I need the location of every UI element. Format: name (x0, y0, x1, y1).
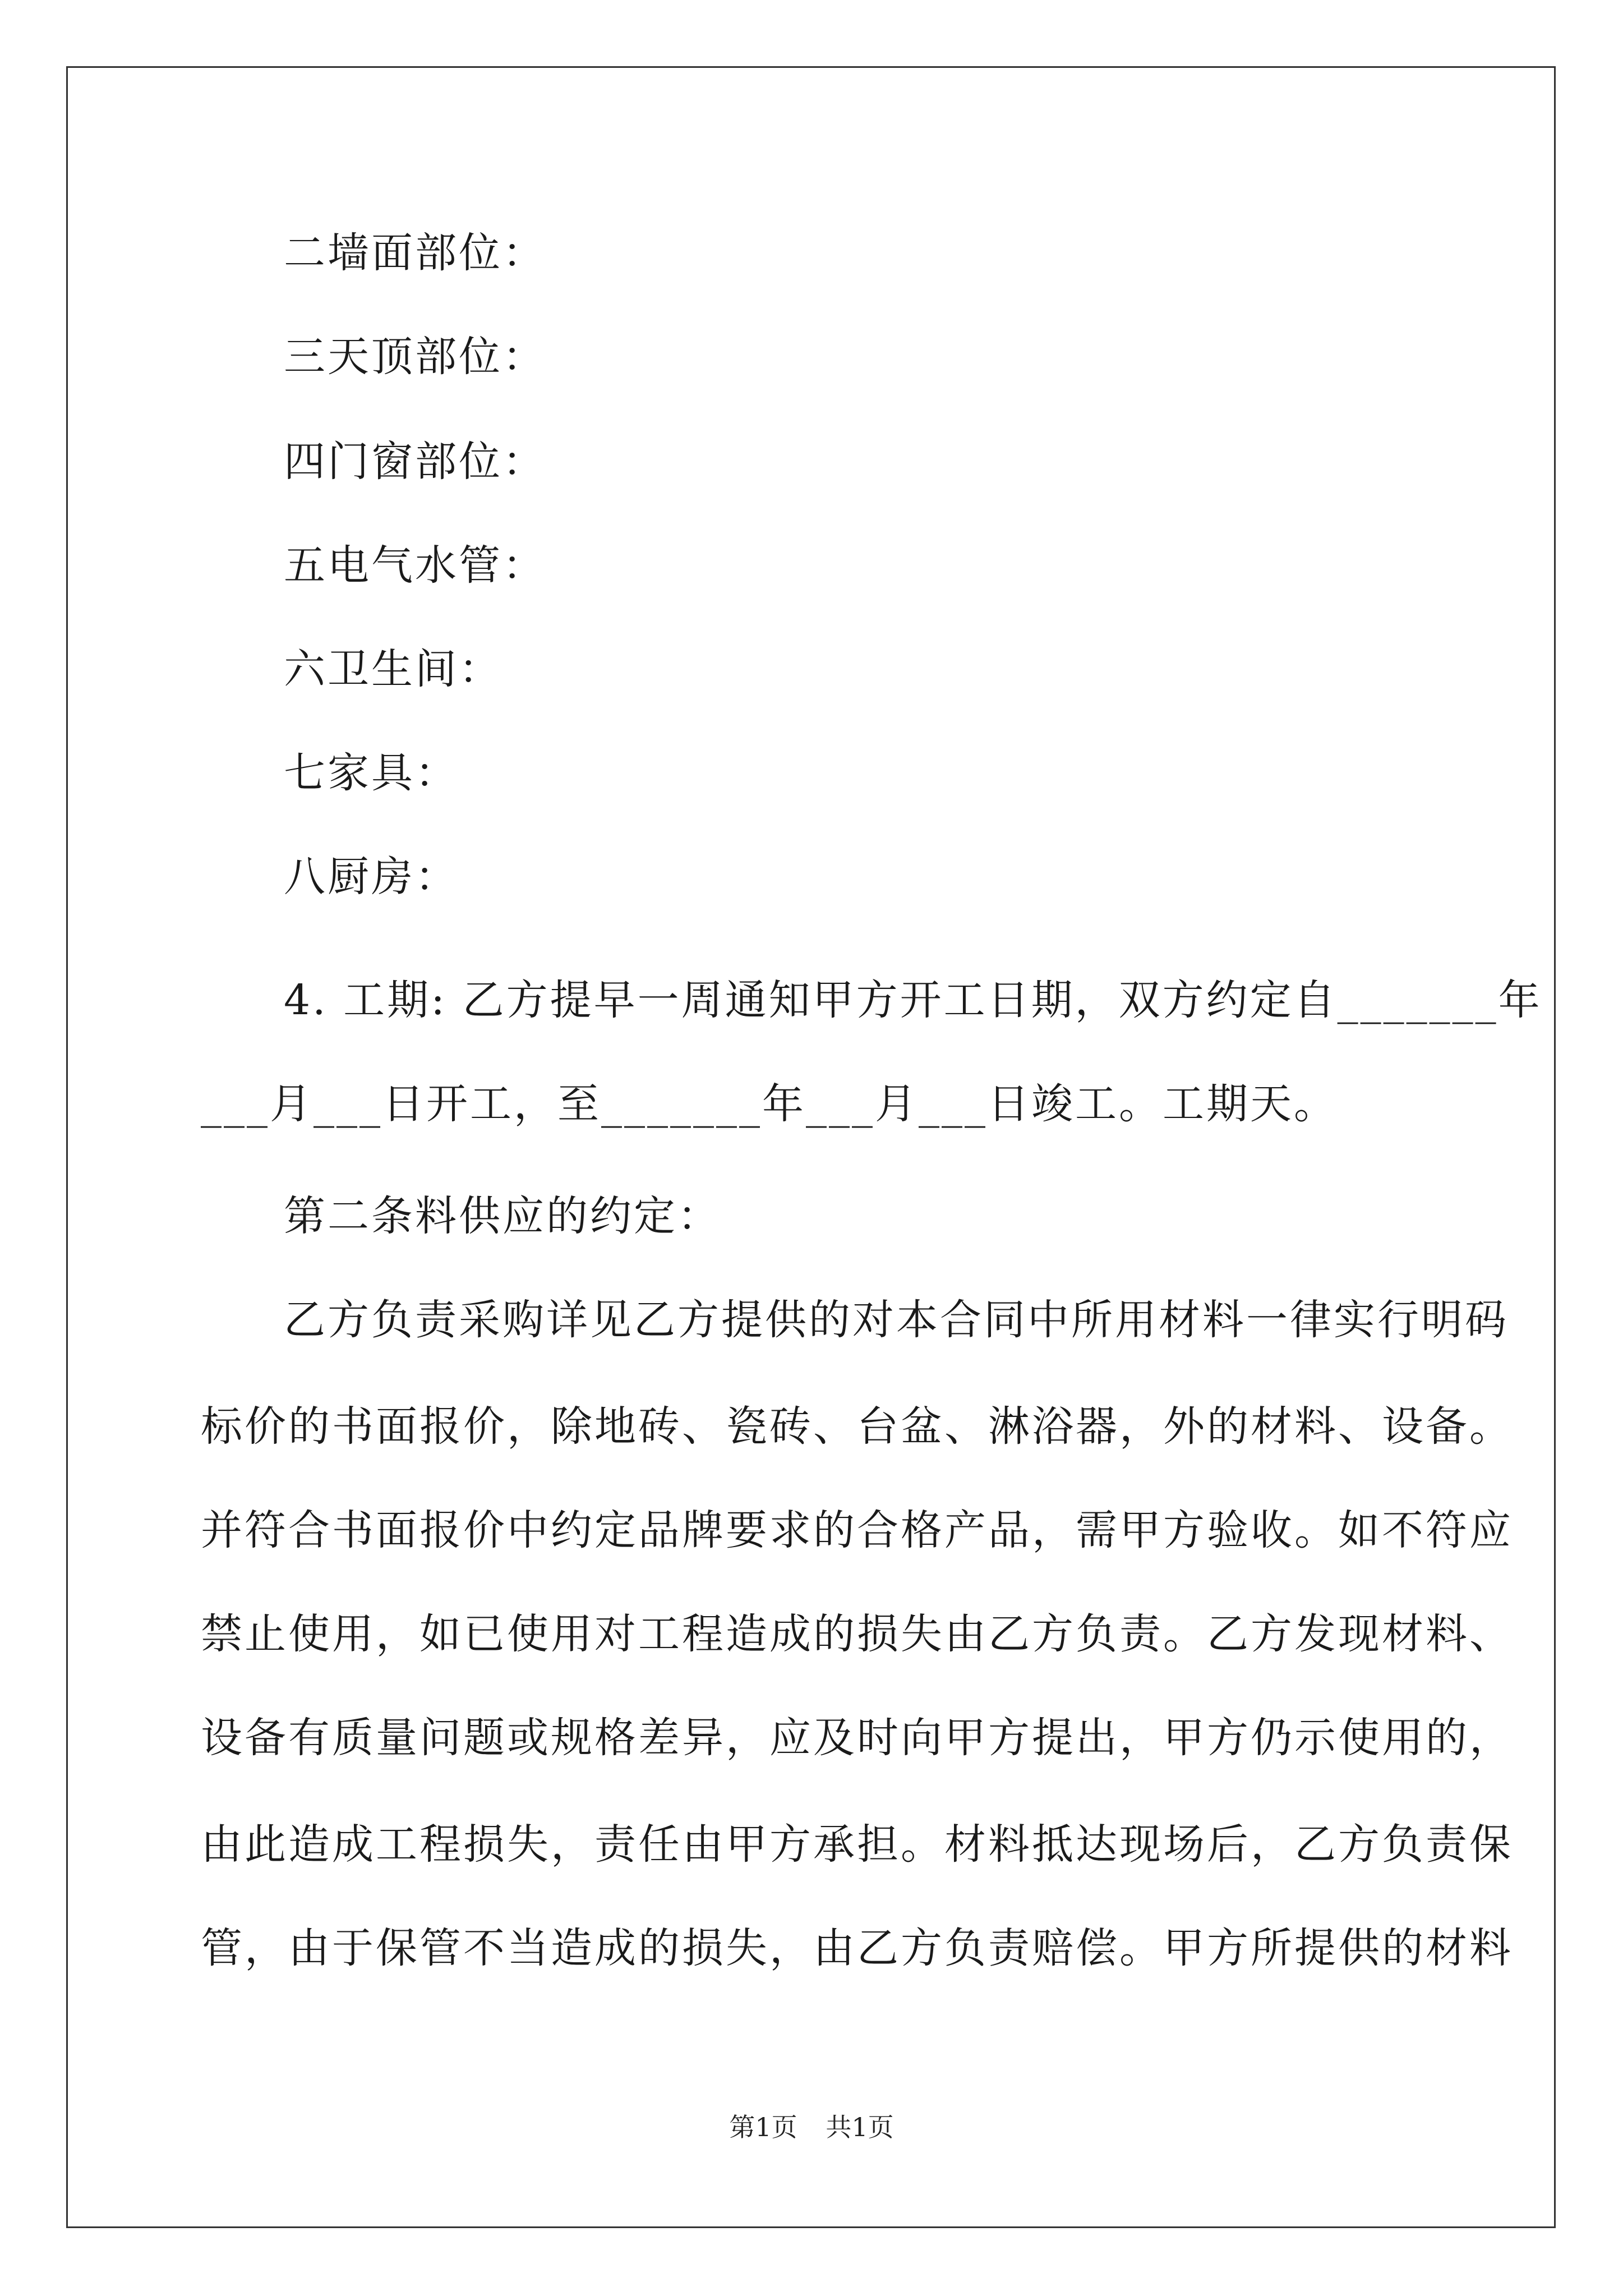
page-number: 第1页 (729, 2112, 797, 2142)
article-2-line: 乙方负责采购详见乙方提供的对本合同中所用材料一律实行明码 (284, 1296, 1509, 1344)
article-2-line: 标价的书面报价，除地砖、瓷砖、台盆、淋浴器，外的材料、设备。 (201, 1402, 1513, 1451)
page-footer (0, 2110, 1623, 2144)
article-2-line: 设备有质量问题或规格差异，应及时向甲方提出，甲方仍示使用的， (201, 1714, 1513, 1762)
article-2-line: 管，由于保管不当造成的损失，由乙方负责赔偿。甲方所提供的材料 (201, 1924, 1513, 1972)
schedule-line-1: 4. 工期: 乙方提早一周通知甲方开工日期，双方约定自_______年 (284, 976, 1542, 1024)
item-doors-windows: 四门窗部位： (284, 438, 546, 486)
item-wall: 二墙面部位： (284, 229, 546, 277)
item-ceiling: 三天顶部位： (284, 333, 546, 381)
item-electrical-plumbing: 五电气水管： (284, 541, 546, 590)
article-2-heading: 第二条料供应的约定： (284, 1192, 721, 1240)
article-2-line: 并符合书面报价中约定品牌要求的合格产品，需甲方验收。如不符应 (201, 1506, 1513, 1554)
article-2-line: 由此造成工程损失，责任由甲方承担。材料抵达现场后，乙方负责保 (201, 1820, 1513, 1869)
page-border (66, 66, 1556, 2228)
item-bathroom: 六卫生间： (284, 645, 502, 693)
item-furniture: 七家具： (284, 749, 459, 797)
page-total: 共1页 (826, 2112, 894, 2142)
article-2-line: 禁止使用，如已使用对工程造成的损失由乙方负责。乙方发现材料、 (201, 1610, 1513, 1658)
item-kitchen: 八厨房： (284, 853, 459, 901)
schedule-line-2: ___月___日开工，至_______年___月___日竣工。工期天。 (201, 1080, 1338, 1128)
